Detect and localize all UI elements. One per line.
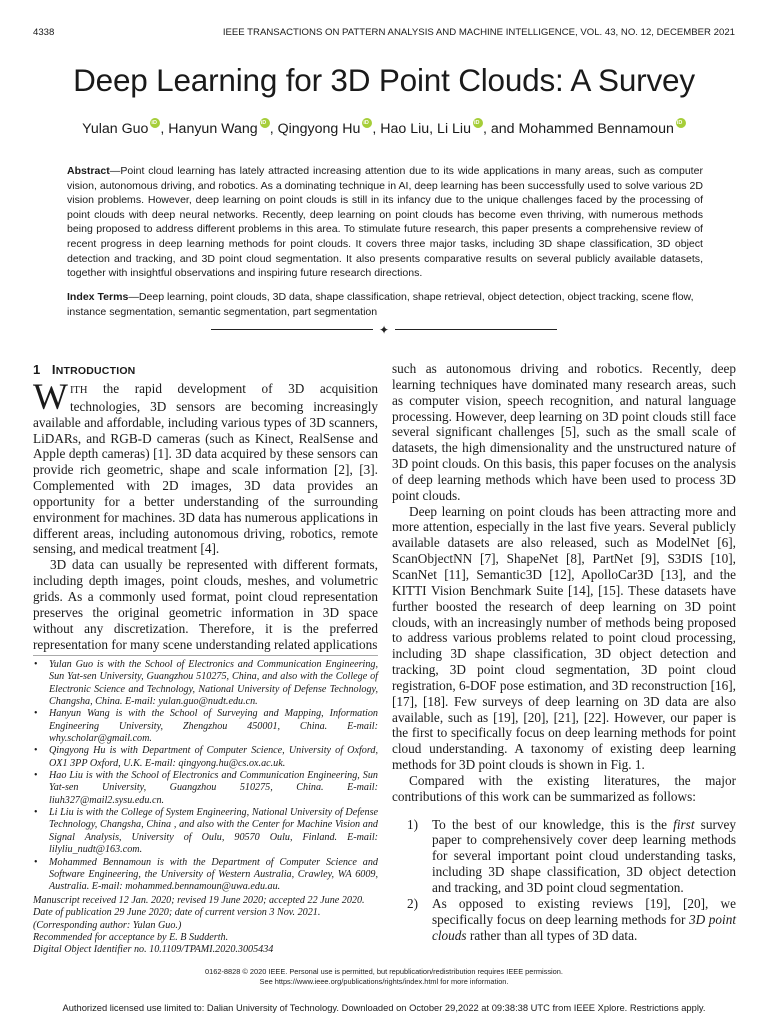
- affiliation-item: • Li Liu is with the College of System Engineering, National University of Defense Technology, Changsha, China , and also with the Center for Machine Vision and Signal Analysis, University of Oulu, 90570 Oulu, Finland. E-mail: lilyliu_nudt@163.com.: [33, 807, 378, 856]
- contribution-text: survey paper to comprehensively cover deep learning methods for several important point cloud understanding tasks, including 3D shape classification, 3D object detection and tracking, and 3D point cloud segmentation.: [432, 816, 736, 895]
- diamond-ornament-icon: ✦: [379, 323, 390, 337]
- page-number: 4338: [33, 27, 55, 38]
- contribution-text: As opposed to existing reviews [19], [20], we specifically focus on deep learning methods for: [432, 895, 736, 927]
- affiliation-item: • Yulan Guo is with the School of Electronics and Communication Engineering, Sun Yat-sen University, Guangzhou 510275, China, and also with the College of Electronic Science and Technology, National University of Defense Technology, Changsha, China. E-mail: yulan.guo@nudt.edu.cn.: [33, 659, 378, 708]
- body-paragraph: Deep learning on point clouds has been attracting more and more attention, especially in the last five years. Several publicly available datasets are also released, such as ModelNet [6], ScanObjectNN [7], ShapeNet [8], PartNet [9], S3DIS [10], ScanNet [11], Semantic3D [12], ApolloCar3D [13], and the KITTI Vision Benchmark Suite [14], [15]. These datasets have further boosted the research of deep learning on 3D point clouds, with an increasingly number of methods being proposed to address various problems related to point cloud processing, including 3D shape classification, 3D object detection and tracking, 3D point cloud segmentation, 3D point cloud registration, 6-DOF pose estimation, and 3D reconstruction [16], [17], [18]. Few surveys of deep learning on 3D data are also available, such as [19], [20], [21], [22]. However, our paper is the first to specifically focus on deep learning methods for point cloud understanding. A taxonomy of existing deep learning methods for 3D point clouds is shown in Fig. 1.: [392, 503, 736, 773]
- affiliation-item: • Mohammed Bennamoun is with the Department of Computer Science and Software Engineering, the University of Western Australia, Crawley, WA 6009, Australia. E-mail: mohammed.bennamoun@uwa.edu.au.: [33, 857, 378, 894]
- body-paragraph: Compared with the existing literatures, the major contributions of this work can be summarized as follows:: [392, 772, 736, 804]
- paragraph-text: the rapid development of 3D acquisition technologies, 3D sensors are becoming increasingly available and affordable, including various types of 3D scanners, LiDARs, and RGB-D cameras (such as Kinect, RealSense and Apple depth cameras) [1]. 3D data acquired by these sensors can provide rich geometric, shape and scale information [2], [3]. Complemented with 2D images, 3D data provides an opportunity for a better understanding of the surrounding environment for machines. 3D data has numerous applications in different areas, including autonomous driving, robotics, remote sensing, and medical treatment [4].: [33, 381, 378, 557]
- emphasis-text: 3D point clouds: [432, 911, 736, 943]
- divider-line: [395, 329, 557, 330]
- section-divider: [211, 320, 557, 337]
- section-number: 1: [33, 362, 41, 377]
- drop-cap: W: [33, 377, 68, 418]
- affiliation-item: • Qingyong Hu is with Department of Computer Science, University of Oxford, OX1 3PP Oxford, U.K. E-mail: qingyong.hu@cs.ox.ac.uk.: [33, 745, 378, 770]
- orcid-icon[interactable]: [676, 118, 686, 128]
- manuscript-info: [33, 895, 378, 956]
- contribution-item: [392, 896, 736, 944]
- divider-line: [211, 329, 373, 330]
- manuscript-line: Recommended for acceptance by E. B Sudderth.: [33, 931, 229, 943]
- running-header: [33, 27, 735, 41]
- copyright-line: 0162-8828 © 2020 IEEE. Personal use is permitted, but republication/redistribution requires IEEE permission.: [205, 967, 563, 976]
- abstract-text: —Point cloud learning has lately attracted increasing attention due to its wide applications in many areas, such as computer vision, autonomous driving, and robotics. As a dominating technique in AI, deep learning has been successfully used to solve various 2D vision problems. However, deep learning on point clouds is still in its infancy due to the unique challenges faced by the processing of point clouds with deep neural networks. Recently, deep learning on point clouds has become even thriving, with numerous methods being proposed to address different problems in this area. To stimulate future research, this paper presents a comprehensive review of recent progress in deep learning methods for point clouds. It covers three major tasks, including 3D shape classification, 3D object detection and tracking, and 3D point cloud segmentation. It also presents comparative results on several publicly available datasets, together with insightful observations and inspiring future research directions.: [67, 165, 703, 280]
- doi-line: Digital Object Identifier no. 10.1109/TPAMI.2020.3005434: [33, 944, 274, 956]
- list-number: 2): [407, 895, 419, 911]
- left-column: [33, 377, 378, 652]
- paper-title: Deep Learning for 3D Point Clouds: A Survey: [73, 62, 695, 98]
- abstract-label: Abstract: [67, 165, 110, 177]
- contribution-text: rather than all types of 3D data.: [466, 927, 638, 943]
- contributions-list: [392, 817, 736, 944]
- manuscript-line: Manuscript received 12 Jan. 2020; revised 19 June 2020; accepted 22 June 2020.: [33, 895, 365, 906]
- emphasis-text: first: [673, 816, 695, 832]
- orcid-icon[interactable]: [362, 118, 372, 128]
- author-name: , Hanyun Wang: [160, 121, 258, 137]
- right-column: [392, 361, 736, 943]
- license-notice: Authorized licensed use limited to: Dalian University of Technology. Downloaded on October 29,2022 at 09:38:38 UTC from IEEE Xplore. Restrictions apply.: [62, 1003, 706, 1013]
- author-name: Yulan Guo: [82, 121, 149, 137]
- index-terms: [67, 290, 703, 319]
- author-name: , and Mohammed Bennamoun: [482, 121, 674, 137]
- small-caps-lead: ITH: [69, 385, 88, 396]
- section-initial: I: [51, 362, 56, 377]
- body-paragraph: 3D data can usually be represented with different formats, including depth images, point clouds, meshes, and volumetric grids. As a commonly used format, point cloud representation preserves the original geometric information in 3D space without any discretization. Therefore, it is the preferred representation for many scene understanding related applications: [33, 557, 378, 652]
- copyright-notice: [0, 967, 768, 986]
- orcid-icon[interactable]: [150, 118, 160, 128]
- orcid-icon[interactable]: [260, 118, 270, 128]
- list-number: 1): [407, 816, 419, 832]
- affiliation-footnotes: [33, 659, 378, 894]
- affiliation-item: • Hanyun Wang is with the School of Surveying and Mapping, Information Engineering University, Zhengzhou 450001, China. E-mail: why.scholar@gmail.com.: [33, 708, 378, 745]
- affiliation-item: • Hao Liu is with the School of Electronics and Communication Engineering, Sun Yat-sen University, Guangzhou 510275, China. E-mail: liuh327@mail2.sysu.edu.cn.: [33, 770, 378, 807]
- orcid-icon[interactable]: [473, 118, 483, 128]
- abstract: [67, 164, 703, 281]
- rights-link[interactable]: See https://www.ieee.org/publications/rights/index.html for more information.: [259, 976, 509, 986]
- index-terms-text: —Deep learning, point clouds, 3D data, shape classification, shape retrieval, object detection, object tracking, scene flow, instance segmentation, semantic segmentation, part segmentation: [67, 291, 694, 318]
- manuscript-line: Date of publication 29 June 2020; date of current version 3 Nov. 2021.: [33, 907, 321, 919]
- body-paragraph: such as autonomous driving and robotics. Recently, deep learning techniques have dominated many research areas, such as computer vision, speech recognition, and natural language processing. However, deep learning on 3D point clouds still face several significant challenges [5], such as the small scale of datasets, the high dimensionality and the unstructured nature of 3D point clouds. On this basis, this paper focuses on the analysis of deep learning methods which have been used to process 3D point clouds.: [392, 361, 736, 503]
- manuscript-line: (Corresponding author: Yulan Guo.): [33, 919, 182, 931]
- author-list: [0, 118, 768, 137]
- contribution-item: [392, 817, 736, 896]
- contribution-text: To the best of our knowledge, this is the: [432, 816, 674, 832]
- author-name: , Hao Liu, Li Liu: [372, 121, 471, 137]
- section-title-rest: NTRODUCTION: [55, 365, 136, 377]
- index-terms-label: Index Terms: [67, 291, 129, 303]
- footnote-rule: [33, 655, 378, 656]
- section-heading: [33, 362, 135, 377]
- journal-info: IEEE TRANSACTIONS ON PATTERN ANALYSIS AND MACHINE INTELLIGENCE, VOL. 43, NO. 12, DECEMBER 2021: [222, 27, 735, 38]
- body-paragraph: [33, 377, 378, 557]
- author-name: , Qingyong Hu: [269, 121, 361, 137]
